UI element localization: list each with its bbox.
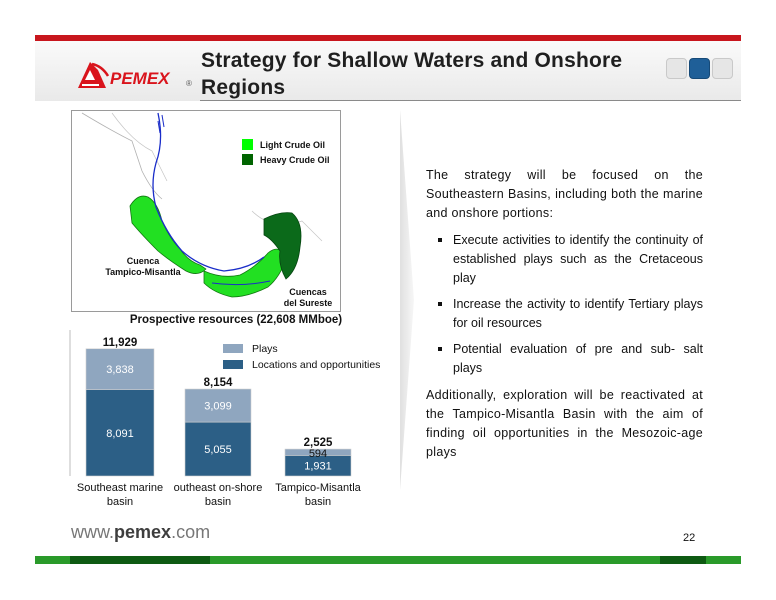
legend-swatch xyxy=(223,344,243,353)
prospective-resources-chart xyxy=(60,330,405,520)
bar-value-label: 3,099 xyxy=(204,400,232,413)
category-label: basin xyxy=(204,496,232,508)
bar-value-label: 594 xyxy=(308,448,328,461)
bar-value-label: 5,055 xyxy=(204,444,232,457)
legend-swatch-heavy xyxy=(242,154,253,165)
legend-swatch xyxy=(223,360,243,369)
url-brand: pemex xyxy=(114,522,172,542)
bar-value-label: 3,838 xyxy=(106,364,134,377)
bar-total-label: 2,525 xyxy=(303,437,333,450)
bar-value-label: 1,931 xyxy=(304,460,332,473)
registered-mark: ® xyxy=(186,79,192,88)
category-label: Tampico-Misantla xyxy=(275,482,361,494)
label-tampico-line2: Tampico-Misantla xyxy=(105,267,181,277)
pemex-logo-text: PEMEX xyxy=(110,69,170,88)
legend-label: Plays xyxy=(252,343,278,355)
footer-bar-dark-left xyxy=(70,556,210,564)
page-number: 22 xyxy=(683,532,696,544)
legend-label-light: Light Crude Oil xyxy=(260,140,325,150)
current-slide-button[interactable] xyxy=(689,58,710,79)
label-tampico-line1: Cuenca xyxy=(126,256,160,266)
url-prefix: www. xyxy=(71,522,115,542)
label-tampico xyxy=(88,256,198,278)
next-slide-button[interactable] xyxy=(712,58,733,79)
bullet-item: Execute activities to identify the continuity of established plays such as the Cretaceous play xyxy=(426,231,703,288)
bullet-item: Increase the activity to identify Tertiary plays for oil resources xyxy=(426,295,703,333)
sureste-onshore-basin xyxy=(204,249,286,297)
intro-paragraph: The strategy will be focused on the Southeastern Basins, including both the marine and onshore portions: xyxy=(426,168,703,220)
pemex-logo xyxy=(76,58,196,92)
category-label: Southeast marine xyxy=(76,482,164,494)
footer-url[interactable] xyxy=(71,522,210,543)
footer-bar-dark-right xyxy=(660,556,706,564)
bullet-item: Potential evaluation of pre and sub- salt plays xyxy=(426,340,703,378)
prev-slide-button[interactable] xyxy=(666,58,687,79)
category-label: basin xyxy=(106,496,134,508)
legend-label: Locations and opportunities xyxy=(252,359,381,371)
legend-swatch-light xyxy=(242,139,253,150)
closing-paragraph: Additionally, exploration will be reactivated at the Tampico-Misantla Basin with the aim of finding oil opportunities in the Mesozoic-age plays xyxy=(426,388,703,459)
label-sureste-line1: Cuencas xyxy=(289,287,327,297)
strategy-bullets xyxy=(426,231,703,378)
bar-total-label: 8,154 xyxy=(203,377,233,390)
category-label: basin xyxy=(304,496,332,508)
label-sureste-line2: del Sureste xyxy=(283,298,333,308)
label-sureste xyxy=(278,287,338,309)
legend-label-heavy: Heavy Crude Oil xyxy=(260,155,330,165)
bar-total-label: 11,929 xyxy=(102,336,138,349)
category-label: outheast on-shore xyxy=(173,482,263,494)
pemex-eagle-icon xyxy=(78,62,108,88)
url-suffix: .com xyxy=(171,522,211,542)
strategy-text xyxy=(426,166,703,462)
bar-value-label: 8,091 xyxy=(106,427,134,440)
slide-title: Strategy for Shallow Waters and Onshore Regions xyxy=(201,49,623,99)
chart-title: Prospective resources (22,608 MMboe) xyxy=(129,314,343,326)
basin-map xyxy=(71,110,341,312)
